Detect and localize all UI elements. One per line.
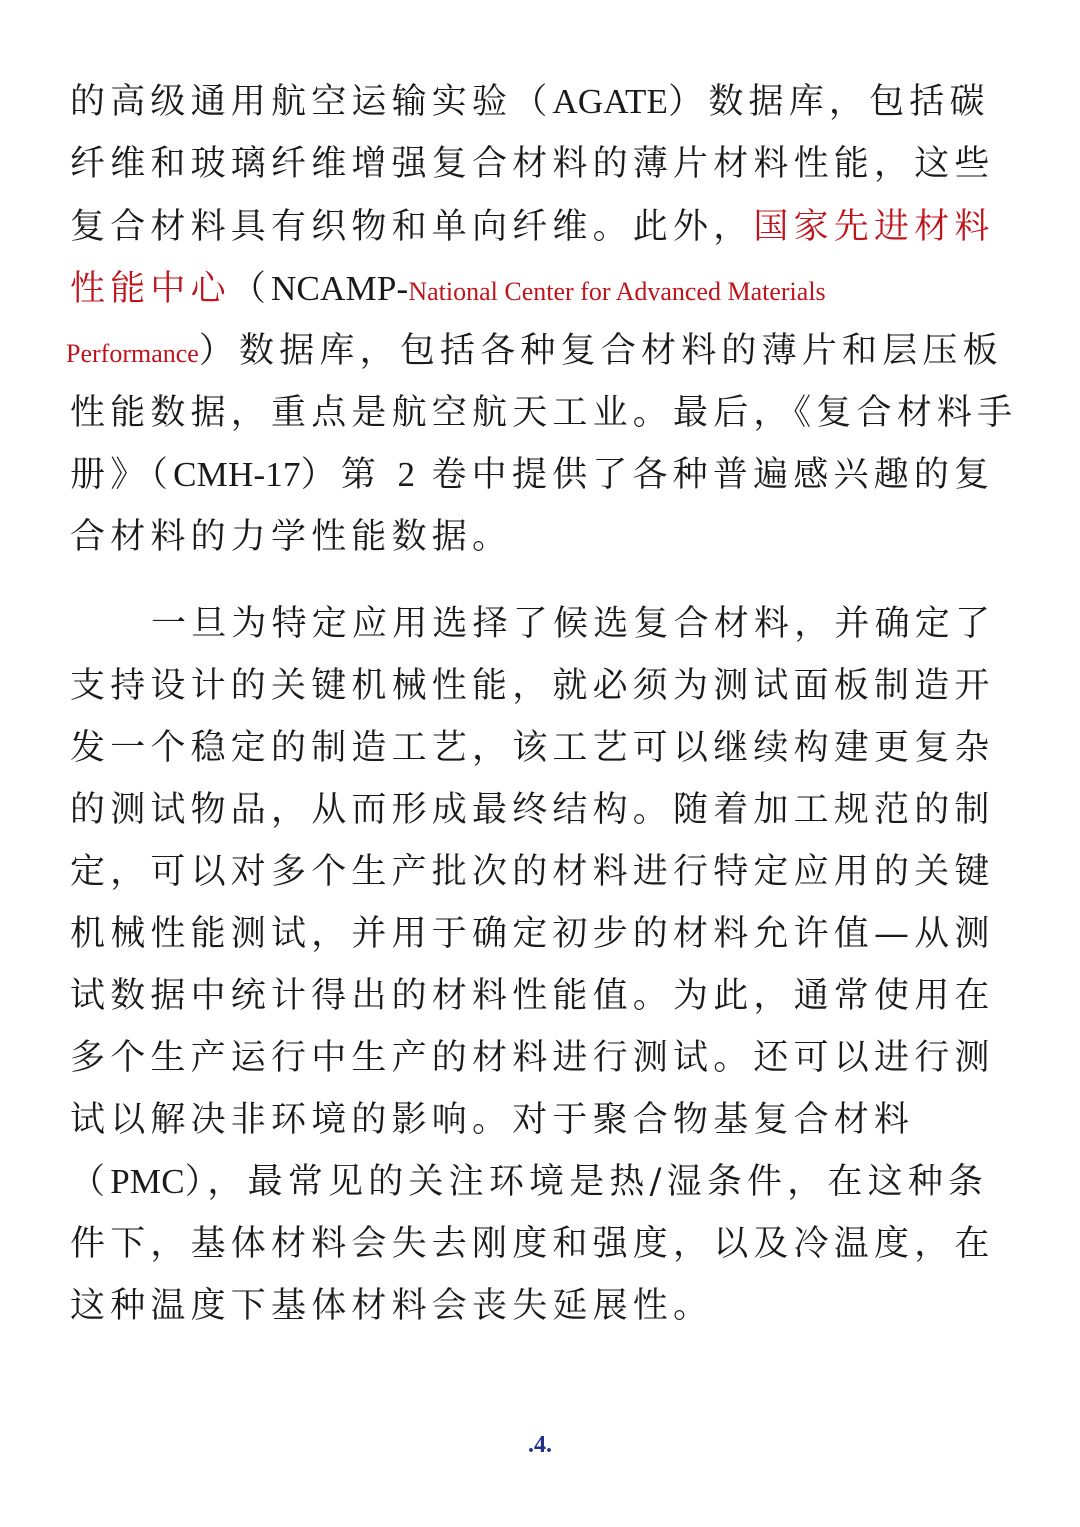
highlight-text: National Center for Advanced Materials: [408, 277, 826, 306]
text-line: 多个生产运行中生产的材料进行测试。还可以进行测: [70, 1038, 995, 1078]
text-line: 支持设计的关键机械性能，就必须为测试面板制造开: [70, 666, 995, 706]
highlight-text: Performance: [66, 339, 199, 368]
highlight-text: 性能中心: [70, 269, 231, 309]
text-line: 合材料的力学性能数据。: [70, 517, 513, 557]
text-line: 试数据中统计得出的材料性能值。为此，通常使用在: [70, 976, 995, 1016]
text-line: 一旦为特定应用选择了候选复合材料，并确定了: [151, 604, 996, 644]
text-line: 性能中心（NCAMP-National Center for Advanced Materials: [70, 269, 826, 309]
text-line: 的高级通用航空运输实验（AGATE）数据库，包括碳: [70, 82, 990, 122]
text-line: （PMC），最常见的关注环境是热/湿条件，在这种条: [70, 1162, 989, 1202]
text-line: 定，可以对多个生产批次的材料进行特定应用的关键: [70, 852, 995, 892]
text-line: Performance）数据库，包括各种复合材料的薄片和层压板: [66, 331, 1003, 371]
highlight-text: 国家先进材料: [753, 207, 995, 247]
text-line: 机械性能测试，并用于确定初步的材料允许值—从测: [70, 914, 995, 954]
text-line: 复合材料具有织物和单向纤维。此外，国家先进材料: [70, 207, 995, 247]
page-number: .4.: [528, 1432, 552, 1458]
text-line: 性能数据，重点是航空航天工业。最后，《复合材料手: [70, 393, 1018, 433]
text-line: 册》（CMH-17）第 2 卷中提供了各种普遍感兴趣的复: [70, 455, 995, 495]
text-line: 件下，基体材料会失去刚度和强度，以及冷温度，在: [70, 1224, 995, 1264]
text-line: 发一个稳定的制造工艺，该工艺可以继续构建更复杂: [70, 728, 995, 768]
text-line: 这种温度下基体材料会丧失延展性。: [70, 1286, 714, 1326]
text-line: 试以解决非环境的影响。对于聚合物基复合材料: [70, 1100, 915, 1140]
text-line: 纤维和玻璃纤维增强复合材料的薄片材料性能，这些: [70, 144, 995, 184]
text-line: 的测试物品，从而形成最终结构。随着加工规范的制: [70, 790, 995, 830]
